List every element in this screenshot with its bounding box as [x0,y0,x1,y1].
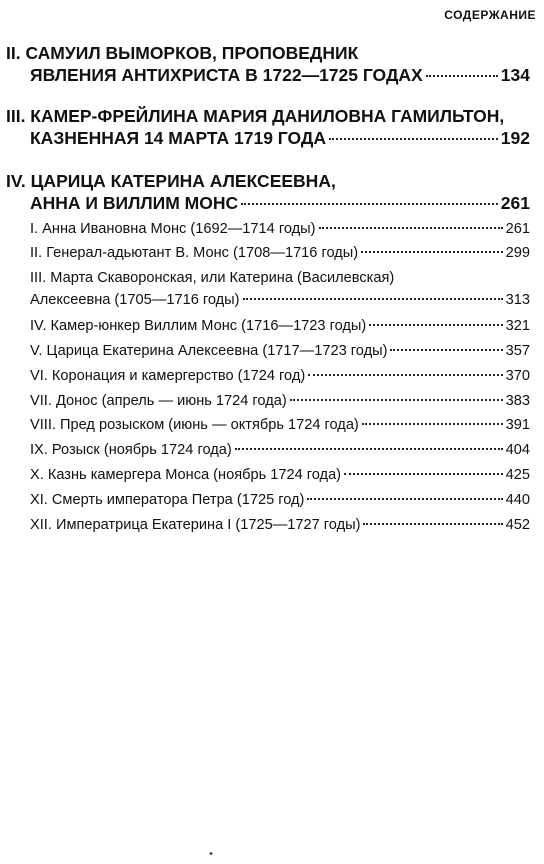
page-number: 440 [505,492,530,508]
toc-section-1[interactable] [30,219,530,241]
leader-dots [426,75,498,77]
chapter-title-line-1 [6,105,530,127]
chapter-title-line-2 [6,127,530,149]
running-header: СОДЕРЖАНИЕ [444,8,536,22]
section-title: I. Анна Ивановна Монс (1692—1714 годы) [30,221,316,237]
chapter-title: II. САМУИЛ ВЫМОРКОВ, ПРОПОВЕДНИК [6,43,359,63]
section-title: III. Марта Скаворонская, или Катерина (Василевская) [30,270,395,286]
page-number: 370 [505,368,530,384]
toc-section-11[interactable] [30,490,530,512]
chapter-title: III. КАМЕР-ФРЕЙЛИНА МАРИЯ ДАНИЛОВНА ГАМИЛЬТОН, [6,106,505,126]
leader-dots [243,298,503,300]
leader-dots [390,349,502,351]
toc-section-9[interactable] [30,440,530,462]
chapter-title-line-1 [6,170,530,192]
chapter-title-line-2 [6,64,530,86]
page-number: 404 [505,442,530,458]
leader-dots [329,138,498,140]
toc-section-7[interactable] [30,391,530,413]
leader-dots [361,251,503,253]
leader-dots [235,448,503,450]
page-number: 192 [500,128,530,148]
toc-section-12[interactable] [30,515,530,537]
page-number: 425 [505,467,530,483]
section-title: X. Казнь камергера Монса (ноябрь 1724 года) [30,467,342,483]
page-number: 383 [505,393,530,409]
leader-dots [241,203,498,205]
leader-dots [308,374,502,376]
section-title: VI. Коронация и камергерство (1724 год) [30,368,306,384]
leader-dots [307,498,502,500]
chapter-title-line-2 [6,192,530,214]
section-title: VII. Донос (апрель — июнь 1724 года) [30,393,287,409]
section-title: IV. Камер-юнкер Виллим Монс (1716—1723 годы) [30,318,367,334]
section-title: XII. Императрица Екатерина I (1725—1727 годы) [30,517,361,533]
leader-dots [362,423,503,425]
page-number: 452 [505,517,530,533]
section-title: VIII. Пред розыском (июнь — октябрь 1724 года) [30,417,359,433]
leader-dots [319,227,503,229]
toc-section-4[interactable] [30,316,530,338]
chapter-title-cont: КАЗНЕННАЯ 14 МАРТА 1719 ГОДА [30,128,326,148]
chapter-title-line-1 [6,42,530,64]
page-number: 313 [505,291,530,308]
toc-section-3[interactable] [30,268,530,311]
section-title: V. Царица Екатерина Алексеевна (1717—1723 годы) [30,343,388,359]
section-title: XI. Смерть императора Петра (1725 год) [30,492,305,508]
leader-dots [363,523,502,525]
page-number: 261 [500,193,530,213]
toc-section-8[interactable] [30,415,530,437]
chapter-title: IV. ЦАРИЦА КАТЕРИНА АЛЕКСЕЕВНА, [6,171,336,191]
section-title: II. Генерал-адьютант В. Монс (1708—1716 годы) [30,245,359,261]
page-number: 391 [505,417,530,433]
page-number: 357 [505,343,530,359]
toc-chapter-iii[interactable] [6,105,530,149]
toc-section-10[interactable] [30,465,530,487]
page-number: 261 [505,221,530,237]
toc-section-6[interactable] [30,366,530,388]
section-title: IX. Розыск (ноябрь 1724 года) [30,442,232,458]
leader-dots [369,324,502,326]
chapter-title-cont: ЯВЛЕНИЯ АНТИХРИСТА В 1722—1725 ГОДАХ [30,65,423,85]
section-title-cont: Алексеевна (1705—1716 годы) [30,291,240,308]
page-number: 134 [500,65,530,85]
leader-dots [290,399,503,401]
page-number: 299 [505,245,530,261]
print-speck [208,852,214,855]
toc-section-5[interactable] [30,341,530,363]
toc-chapter-ii[interactable] [6,42,530,86]
chapter-title-cont: АННА И ВИЛЛИМ МОНС [30,193,239,213]
toc-section-2[interactable] [30,243,530,265]
toc-chapter-iv[interactable] [6,170,530,214]
page-number: 321 [505,318,530,334]
leader-dots [344,473,503,475]
